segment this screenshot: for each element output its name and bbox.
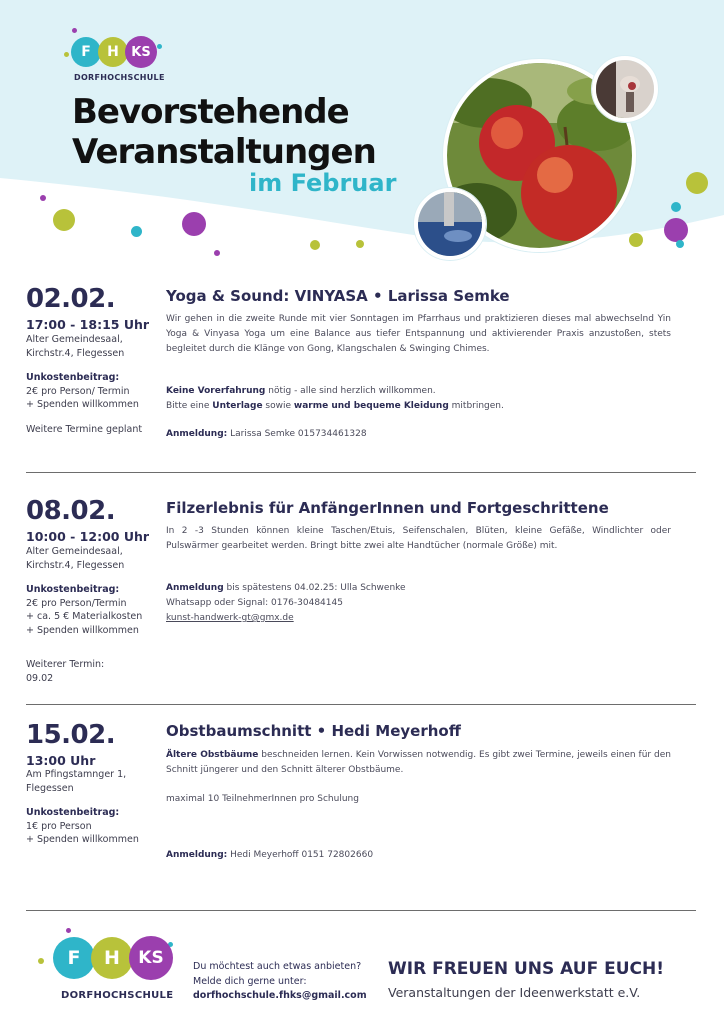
note-text: nötig - alle sind herzlich willkommen. bbox=[265, 386, 436, 396]
note-bold: Unterlage bbox=[212, 401, 263, 411]
logo-name: DORFHOCHSCHULE bbox=[74, 73, 165, 82]
decor-dot bbox=[40, 195, 46, 201]
logo-letter-ks: KS bbox=[125, 36, 157, 68]
decor-dot bbox=[686, 172, 708, 194]
event-location bbox=[26, 545, 166, 572]
event-signup bbox=[166, 427, 671, 442]
event-description: Wir gehen in die zweite Runde mit vier Sonntagen im Pfarrhaus und praktizieren dieses mal abwechselnd Yin Yoga & Vinyasa Yoga um eine Balance aus tiefer Entspannung und aktivierender Praxis anzustoßen, stets begleitet durch die Klänge von Gong, Klangschalen & Swinging Chimes. bbox=[166, 314, 671, 354]
note-text: Bitte eine bbox=[166, 401, 213, 411]
decor-dot bbox=[676, 240, 684, 248]
location-line: Am Pfingstamnger 1, bbox=[26, 769, 127, 780]
event-location bbox=[26, 333, 166, 360]
signup-label: Anmeldung: bbox=[166, 429, 228, 439]
event-title: Filzerlebnis für AnfängerInnen und Fortgeschrittene bbox=[166, 499, 609, 517]
location-line: Alter Gemeindesaal, bbox=[26, 546, 123, 557]
event-card bbox=[26, 496, 696, 696]
footer-organization: Veranstaltungen der Ideenwerkstatt e.V. bbox=[388, 985, 641, 1000]
decor-dot bbox=[356, 240, 364, 248]
decor-dot bbox=[72, 28, 77, 33]
event-time: 17:00 - 18:15 Uhr bbox=[26, 317, 150, 332]
event-signup bbox=[166, 581, 671, 626]
event-note bbox=[166, 384, 671, 414]
decor-dot bbox=[214, 250, 220, 256]
description-bold: Ältere Obstbäume bbox=[166, 750, 259, 760]
signup-contact: Whatsapp oder Signal: 0176-30484145 bbox=[166, 598, 343, 608]
page-title-line2: Veranstaltungen bbox=[72, 132, 376, 172]
cost-line: 2€ pro Person/Termin bbox=[26, 597, 127, 609]
logo-letter-h: H bbox=[98, 37, 128, 67]
decor-dot bbox=[157, 44, 162, 49]
extra-line: 09.02 bbox=[26, 672, 54, 684]
decor-dot bbox=[664, 218, 688, 242]
decor-dot bbox=[671, 202, 681, 212]
decor-dot bbox=[64, 52, 69, 57]
event-capacity: maximal 10 TeilnehmerInnen pro Schulung bbox=[166, 794, 359, 804]
cost-line: + Spenden willkommen bbox=[26, 834, 139, 845]
event-description bbox=[166, 748, 671, 778]
event-cost bbox=[26, 806, 166, 847]
logo-letter-ks: KS bbox=[129, 936, 173, 980]
event-cost bbox=[26, 371, 166, 412]
decor-dot bbox=[310, 240, 320, 250]
cost-label: Unkostenbeitrag: bbox=[26, 372, 120, 383]
logo-name: DORFHOCHSCHULE bbox=[61, 990, 174, 1001]
event-extra bbox=[26, 658, 166, 685]
location-line: Kirchstr.4, Flegessen bbox=[26, 559, 125, 571]
footer-contact bbox=[193, 960, 367, 1004]
cost-line: 1€ pro Person bbox=[26, 820, 92, 832]
crafting-photo bbox=[592, 56, 658, 122]
note-text: sowie bbox=[262, 401, 294, 411]
location-line: Alter Gemeindesaal, bbox=[26, 334, 123, 345]
sewing-photo bbox=[414, 188, 486, 260]
event-time: 13:00 Uhr bbox=[26, 753, 96, 768]
logo-letter-f: F bbox=[53, 937, 95, 979]
event-title: Obstbaumschnitt • Hedi Meyerhoff bbox=[166, 722, 461, 740]
event-cost bbox=[26, 583, 166, 637]
divider bbox=[26, 704, 696, 705]
divider bbox=[26, 910, 696, 911]
signup-label: Anmeldung: bbox=[166, 850, 228, 860]
event-date: 02.02. bbox=[26, 284, 116, 314]
location-line: Kirchstr.4, Flegessen bbox=[26, 347, 125, 359]
note-bold: warme und bequeme Kleidung bbox=[293, 401, 449, 411]
contact-email[interactable]: dorfhochschule.fhks@gmail.com bbox=[193, 990, 367, 1001]
cost-line: 2€ pro Person/ Termin bbox=[26, 385, 130, 397]
description-text: beschneiden lernen. Kein Vorwissen notwendig. Es gibt zwei Termine, jeweils einen für den Schnitt jüngerer und den Schnitt älterer Obstbäume. bbox=[166, 750, 671, 775]
decor-dot bbox=[629, 233, 643, 247]
event-card bbox=[26, 720, 696, 890]
logo-letter-f: F bbox=[71, 37, 101, 67]
cost-line: + ca. 5 € Materialkosten bbox=[26, 611, 143, 622]
signup-text: Hedi Meyerhoff 0151 72802660 bbox=[227, 850, 374, 860]
location-line: Flegessen bbox=[26, 782, 74, 794]
contact-line: Melde dich gerne unter: bbox=[193, 975, 307, 987]
decor-dot bbox=[182, 212, 206, 236]
signup-text: Larissa Semke 015734461328 bbox=[227, 429, 367, 439]
event-extra: Weitere Termine geplant bbox=[26, 424, 143, 435]
contact-line: Du möchtest auch etwas anbieten? bbox=[193, 961, 362, 972]
cost-line: + Spenden willkommen bbox=[26, 399, 139, 410]
cost-label: Unkostenbeitrag: bbox=[26, 807, 120, 818]
event-description: In 2 -3 Stunden können kleine Taschen/Etuis, Seifenschalen, Blüten, kleine Gefäße, Windlichter oder Pulswärmer gearbeitet werden. Bringt bitte zwei alte Handtücher (normale Größe) mit. bbox=[166, 526, 671, 551]
signup-text: bis spätestens 04.02.25: Ulla Schwenke bbox=[223, 583, 406, 593]
page-subtitle: im Februar bbox=[249, 169, 397, 197]
decor-dot bbox=[66, 928, 71, 933]
page-title-line1: Bevorstehende bbox=[72, 92, 349, 132]
logo-bottom bbox=[36, 928, 176, 1008]
logo-top bbox=[62, 36, 167, 86]
signup-label: Anmeldung bbox=[166, 583, 224, 593]
footer-slogan: WIR FREUEN UNS AUF EUCH! bbox=[388, 959, 665, 979]
note-text: mitbringen. bbox=[448, 401, 504, 411]
event-date: 08.02. bbox=[26, 496, 116, 526]
logo-letter-h: H bbox=[91, 937, 133, 979]
event-signup bbox=[166, 848, 671, 863]
decor-dot bbox=[131, 226, 142, 237]
event-date: 15.02. bbox=[26, 720, 116, 750]
cost-line: + Spenden willkommen bbox=[26, 624, 139, 636]
event-location bbox=[26, 768, 166, 795]
event-card bbox=[26, 284, 696, 464]
decor-dot bbox=[53, 209, 75, 231]
cost-label: Unkostenbeitrag: bbox=[26, 584, 120, 595]
divider bbox=[26, 472, 696, 473]
decor-dot bbox=[38, 958, 44, 964]
event-time: 10:00 - 12:00 Uhr bbox=[26, 529, 150, 544]
note-bold: Keine Vorerfahrung bbox=[166, 386, 266, 396]
extra-line: Weiterer Termin: bbox=[26, 659, 105, 670]
email-link[interactable]: kunst-handwerk-gt@gmx.de bbox=[166, 613, 294, 623]
event-title: Yoga & Sound: VINYASA • Larissa Semke bbox=[166, 287, 510, 305]
